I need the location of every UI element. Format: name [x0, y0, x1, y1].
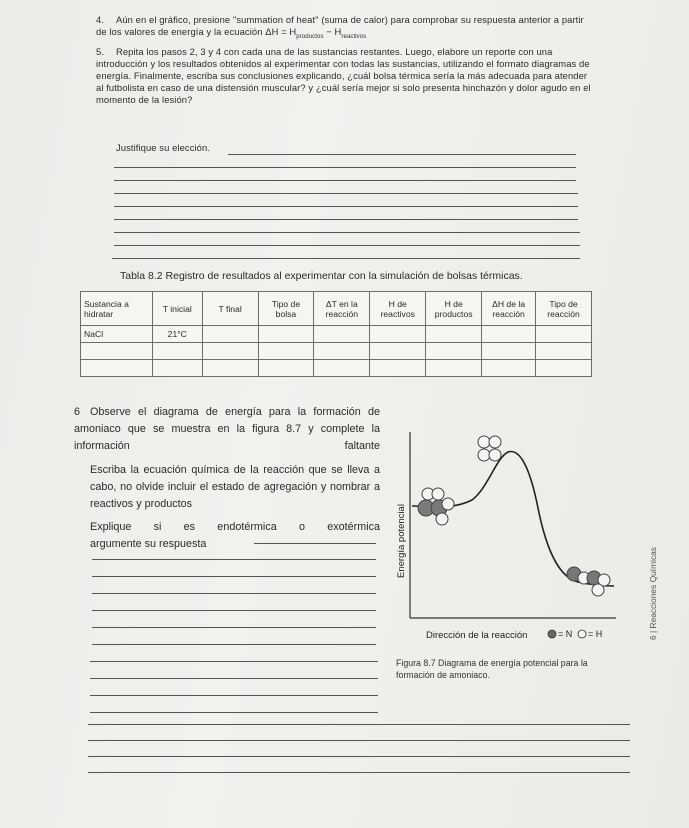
table-cell[interactable] [482, 326, 536, 343]
table-cell[interactable] [314, 326, 370, 343]
answer-line[interactable] [90, 712, 378, 713]
question-6-instruction-argue: argumente su respuesta [90, 538, 207, 551]
answer-line[interactable] [114, 219, 578, 220]
energy-diagram [392, 428, 624, 644]
question-6 [74, 404, 380, 554]
hydrogen-atom [489, 436, 501, 448]
table-cell[interactable] [536, 326, 592, 343]
question-5-text: Repita los pasos 2, 3 y 4 con cada una de las sustancias restantes. Luego, elabore un reporte con una introducción y los resultados obtenidos al experimentar con todas las sustancias, utilizando el formato diagramas de energía. Finalmente, escriba sus conclusiones explicando, ¿cuál bolsa térmica sería la más adecuada para atender al futbolista en caso de una distensión muscular? y ¿cuál sería mejor si solo presenta hinchazón y dolor agudo en el momento de la lesión? [96, 46, 591, 105]
table-cell[interactable] [370, 360, 426, 377]
answer-line[interactable] [92, 644, 376, 645]
results-table [80, 291, 592, 377]
table-cell[interactable] [370, 326, 426, 343]
justify-label: Justifique su elección. [116, 142, 211, 153]
answer-line[interactable] [114, 167, 576, 168]
question-4-number: 4. [96, 14, 105, 25]
answer-line[interactable] [90, 695, 378, 696]
answer-line[interactable] [90, 678, 378, 679]
table-cell[interactable] [202, 360, 258, 377]
header-h-reactants: H de reactivos [370, 292, 426, 326]
answer-line[interactable] [254, 543, 376, 544]
answer-line[interactable] [114, 245, 580, 246]
footer-separator: | [648, 628, 658, 633]
answer-line[interactable] [92, 559, 376, 560]
table-row [81, 343, 592, 360]
header-reaction-type: Tipo de reacción [536, 292, 592, 326]
answer-line[interactable] [88, 724, 630, 725]
table-cell[interactable] [314, 360, 370, 377]
question-6-intro-block [74, 404, 380, 456]
table-cell: NaCl [81, 326, 153, 343]
figure-caption: Figura 8.7 Diagrama de energía potencial para la formación de amoniaco. [396, 658, 588, 680]
table-cell[interactable] [426, 326, 482, 343]
x-axis-label: Dirección de la reacción [426, 630, 528, 641]
hydrogen-atom [478, 436, 490, 448]
question-6-instruction-explain: Explique si es endotérmica o exotérmica [90, 521, 380, 534]
answer-line[interactable] [114, 232, 580, 233]
question-6-intro: Observe el diagrama de energía para la formación de amoniaco que se muestra en la figura 8.7 y complete la información faltante [74, 406, 380, 453]
legend-nitrogen-label: = N [558, 629, 573, 639]
header-h-products: H de productos [426, 292, 482, 326]
table-cell[interactable] [482, 360, 536, 377]
header-final-temp: T final [202, 292, 258, 326]
table-header-row [81, 292, 592, 326]
table-cell: 21°C [152, 326, 202, 343]
table-cell[interactable] [258, 326, 314, 343]
header-substance: Sustancia a hidratar [81, 292, 153, 326]
header-bag-type: Tipo de bolsa [258, 292, 314, 326]
table-cell[interactable] [202, 326, 258, 343]
side-footer [648, 530, 660, 640]
hydrogen-atom [436, 513, 448, 525]
table-cell[interactable] [81, 343, 153, 360]
table-row [81, 360, 592, 377]
table-row [81, 326, 592, 343]
equation-minus: − H [323, 26, 342, 37]
table-cell[interactable] [152, 360, 202, 377]
table-cell[interactable] [81, 360, 153, 377]
table-caption: Tabla 8.2 Registro de resultados al experimentar con la simulación de bolsas térmicas. [120, 270, 523, 282]
product-molecules [567, 567, 610, 596]
table-cell[interactable] [426, 360, 482, 377]
equation-sub-products: productos [296, 33, 324, 40]
sparkle-mark: · [522, 455, 525, 464]
transition-state-molecules [478, 436, 525, 464]
answer-line[interactable] [114, 206, 578, 207]
legend-hydrogen-swatch [578, 630, 586, 638]
question-6-number: 6 [74, 406, 81, 418]
header-delta-t: ΔT en la reacción [314, 292, 370, 326]
table-cell[interactable] [482, 343, 536, 360]
header-initial-temp: T inicial [152, 292, 202, 326]
table-cell[interactable] [314, 343, 370, 360]
question-6-instruction-equation: Escriba la ecuación química de la reacción que se lleva a cabo, no olvide incluir el estado de agregación y nombrar a reactivos y productos [90, 463, 380, 511]
answer-line[interactable] [90, 661, 378, 662]
y-axis-label: Energía potencial [396, 504, 407, 578]
table-cell[interactable] [258, 343, 314, 360]
answer-line[interactable] [92, 627, 376, 628]
answer-line[interactable] [228, 154, 576, 155]
answer-line[interactable] [92, 593, 376, 594]
answer-line[interactable] [88, 756, 630, 757]
table-cell[interactable] [426, 343, 482, 360]
hydrogen-atom [478, 449, 490, 461]
answer-line[interactable] [114, 180, 576, 181]
question-5 [96, 46, 592, 106]
section-name: Reacciones Químicas [648, 547, 658, 629]
legend-hydrogen-label: = H [588, 629, 603, 639]
hydrogen-atom [592, 584, 604, 596]
table-cell[interactable] [370, 343, 426, 360]
answer-line[interactable] [88, 740, 630, 741]
table-cell[interactable] [536, 360, 592, 377]
header-delta-h: ΔH de la reacción [482, 292, 536, 326]
table-cell[interactable] [536, 343, 592, 360]
answer-line[interactable] [92, 576, 376, 577]
answer-line[interactable] [88, 772, 630, 773]
table-cell[interactable] [202, 343, 258, 360]
page-number: 6 [648, 635, 658, 640]
hydrogen-atom [489, 449, 501, 461]
hydrogen-atom [432, 488, 444, 500]
answer-line[interactable] [92, 610, 376, 611]
equation-sub-reactants: reactivos [341, 33, 367, 40]
table-cell[interactable] [258, 360, 314, 377]
question-4 [96, 14, 596, 43]
answer-line[interactable] [114, 193, 578, 194]
legend-nitrogen-swatch [548, 630, 556, 638]
table-cell[interactable] [152, 343, 202, 360]
hydrogen-atom [442, 498, 454, 510]
reactant-molecules [418, 488, 454, 525]
question-4-text: Aún en el gráfico, presione "summation of heat" (suma de calor) para comprobar su respuesta anterior a partir de los valores de energía y la ecuación ΔH = H [96, 14, 584, 37]
answer-line[interactable] [112, 258, 580, 259]
question-5-number: 5. [96, 46, 105, 57]
